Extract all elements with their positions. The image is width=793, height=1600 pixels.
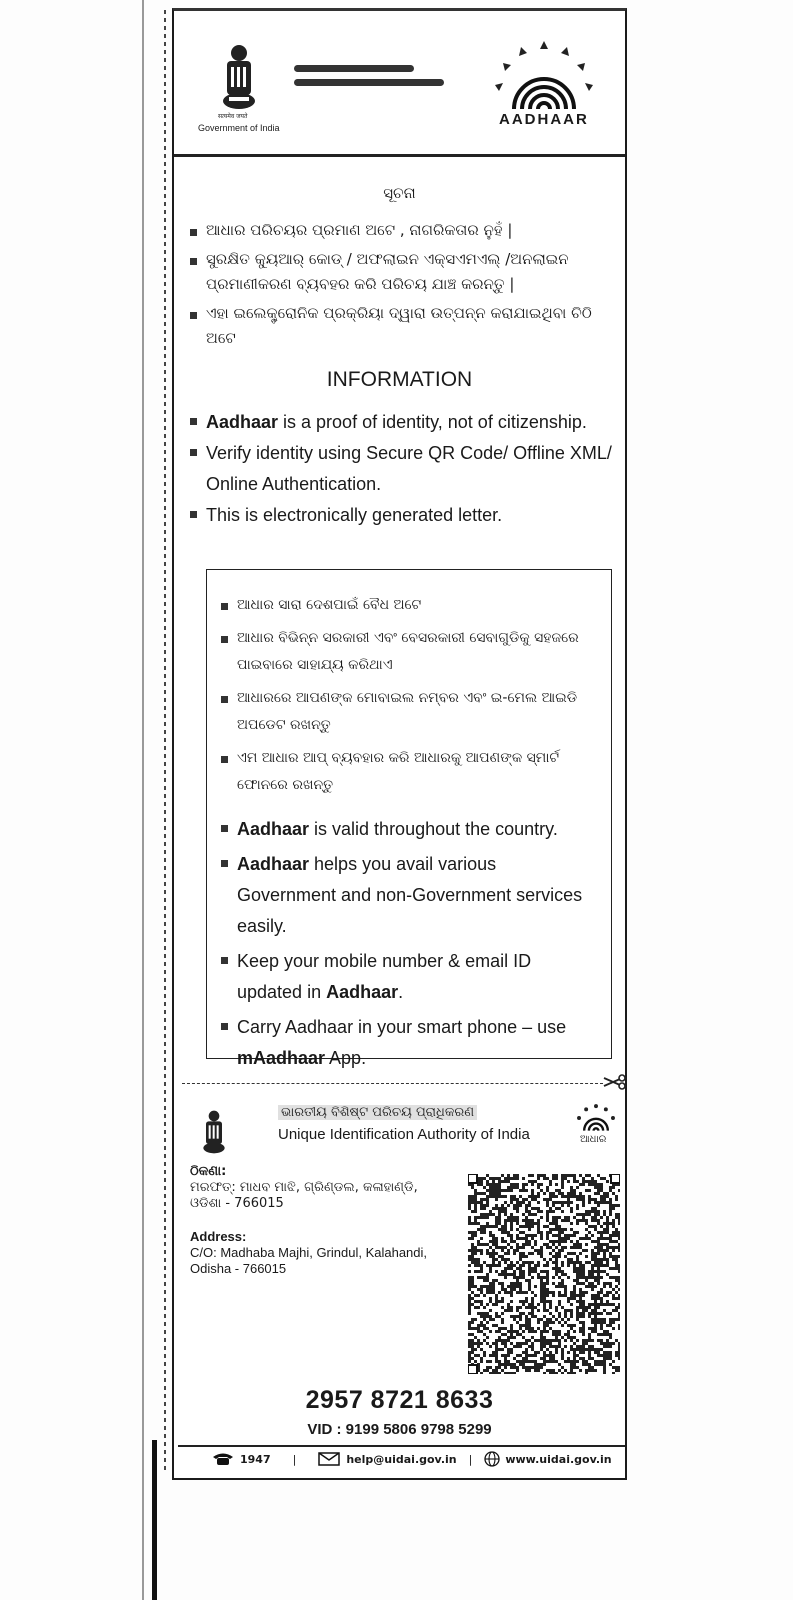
scan-edge-line bbox=[142, 0, 144, 1600]
bullet-icon bbox=[221, 756, 228, 763]
mail-icon bbox=[318, 1452, 340, 1466]
national-emblem-icon bbox=[219, 41, 259, 113]
scan-edge-line-dark bbox=[152, 1440, 157, 1600]
english-benefits-list bbox=[221, 814, 591, 1074]
vid-number: VID : 9199 5806 9798 5299 bbox=[307, 1421, 492, 1438]
qr-finder-pattern bbox=[468, 1365, 477, 1374]
separator: | bbox=[292, 1452, 297, 1466]
bullet-icon bbox=[221, 957, 228, 964]
separator: | bbox=[468, 1452, 473, 1466]
list-item bbox=[221, 745, 601, 799]
english-info-list bbox=[190, 407, 617, 531]
aadhaar-logo-label: ଆଧାର bbox=[580, 1134, 607, 1145]
info-text: is a proof of identity, not of citizenship. bbox=[278, 412, 587, 432]
list-item bbox=[190, 218, 605, 243]
list-item bbox=[221, 1012, 591, 1074]
bullet-icon bbox=[221, 696, 228, 703]
national-emblem-icon bbox=[200, 1108, 228, 1156]
list-item bbox=[221, 946, 591, 1008]
tricolor-stripe bbox=[294, 79, 444, 86]
footer-divider bbox=[178, 1445, 625, 1447]
bullet-icon bbox=[190, 449, 197, 456]
bullet-icon bbox=[221, 603, 228, 610]
benefit-text: Keep your mobile number & email ID updated in bbox=[237, 951, 532, 1002]
qr-finder-pattern bbox=[611, 1174, 620, 1183]
scissors-icon bbox=[602, 1074, 628, 1090]
address-line: Odisha - 766015 bbox=[190, 1261, 287, 1276]
aadhaar-benefits-box bbox=[206, 569, 612, 1068]
info-text: Verify identity using Secure QR Code/ Offline XML/ Online Authentication. bbox=[206, 443, 612, 494]
qr-modules bbox=[468, 1174, 620, 1374]
bullet-icon bbox=[190, 229, 197, 236]
bold-aadhaar: Aadhaar bbox=[326, 982, 399, 1002]
benefit-text: Carry Aadhaar in your smart phone – use bbox=[237, 1017, 567, 1037]
address-label: Address: bbox=[190, 1229, 247, 1244]
bullet-icon bbox=[221, 1023, 228, 1030]
uidai-name-odia: ଭାରତୀୟ ବିଶିଷ୍ଟ ପରିଚୟ ପ୍ରାଧିକରଣ bbox=[278, 1105, 477, 1120]
odia-benefits-list bbox=[221, 592, 601, 799]
info-text: This is electronically generated letter. bbox=[206, 505, 503, 525]
bullet-icon bbox=[190, 418, 197, 425]
bullet-icon bbox=[221, 860, 228, 867]
cut-line bbox=[182, 1083, 603, 1084]
benefit-text: ଆଧାରରେ ଆପଣଙ୍କ ମୋବାଇଲ ନମ୍ବର ଏବଂ ଇ-ମେଲ ଆଇଡି ଅପଡେଟ ରଖନ୍ତୁ bbox=[237, 690, 578, 733]
list-item bbox=[190, 438, 617, 500]
list-item bbox=[221, 592, 601, 619]
footer-contacts bbox=[212, 1451, 612, 1467]
list-item bbox=[190, 500, 617, 531]
address-english bbox=[190, 1229, 427, 1277]
list-item bbox=[221, 625, 601, 679]
secure-qr-code bbox=[468, 1174, 620, 1374]
odia-info-text: ସୁରକ୍ଷିତ କ୍ୟୁଆର୍ କୋଡ୍ / ଅଫଲାଇନ ଏକ୍ସଏମଏଲ୍ /ଅନଲାଇନ ପ୍ରମାଣୀକରଣ ବ୍ୟବହର କରି ପରିଚୟ ଯାଞ୍ଚ କରନ୍ତୁ | bbox=[206, 250, 569, 293]
globe-icon bbox=[484, 1451, 500, 1467]
bold-aadhaar: Aadhaar bbox=[237, 819, 310, 839]
bullet-icon bbox=[190, 312, 197, 319]
benefit-text: ଆଧାର ସାରା ଦେଶପାଇଁ ବୈଧ ଅଟେ bbox=[237, 597, 422, 613]
bold-aadhaar: Aadhaar bbox=[206, 412, 279, 432]
benefit-text: helps you avail various Government and non-Government services easily. bbox=[237, 854, 583, 936]
tricolor-stripe bbox=[294, 65, 414, 72]
aadhaar-letter bbox=[172, 8, 627, 1480]
list-item bbox=[190, 247, 605, 297]
bold-aadhaar: Aadhaar bbox=[237, 854, 310, 874]
benefit-text: is valid throughout the country. bbox=[309, 819, 558, 839]
odia-info-list bbox=[190, 218, 605, 351]
list-item bbox=[221, 849, 591, 942]
list-item bbox=[221, 685, 601, 739]
gov-label-hindi: सत्यमेव जयते bbox=[218, 113, 248, 120]
address-odia bbox=[190, 1164, 418, 1212]
bullet-icon bbox=[190, 511, 197, 518]
address-odia-label: ଠିକଣା: bbox=[190, 1164, 227, 1179]
list-item bbox=[221, 814, 591, 845]
bullet-icon bbox=[221, 825, 228, 832]
bullet-icon bbox=[190, 258, 197, 265]
bold-maadhaar: mAadhaar bbox=[237, 1048, 326, 1068]
header-divider bbox=[174, 154, 625, 157]
phone-icon bbox=[212, 1452, 234, 1466]
benefit-text: . bbox=[398, 982, 404, 1002]
website-link[interactable]: www.uidai.gov.in bbox=[505, 1452, 612, 1466]
odia-info-text: ଏହା ଇଲେକ୍ଟ୍ରୋନିକ ପ୍ରକ୍ରିୟା ଦ୍ୱାରା ଉତ୍ପନ୍ନ କରାଯାଇଥିବା ଚିଠି ଅଟେ bbox=[206, 304, 592, 347]
bullet-icon bbox=[221, 636, 228, 643]
scan-edge-dots bbox=[164, 10, 166, 1470]
aadhaar-number: 2957 8721 8633 bbox=[305, 1386, 494, 1414]
list-item bbox=[190, 301, 605, 351]
odia-info-text: ଆଧାର ପରିଚୟର ପ୍ରମାଣ ଅଟେ , ନାଗରିକତାର ନୁହଁ | bbox=[206, 221, 513, 239]
uidai-name-english: Unique Identification Authority of India bbox=[278, 1126, 530, 1143]
address-odia-line: ଓଡିଶା - 766015 bbox=[190, 1196, 284, 1211]
aadhaar-logo-text: AADHAAR bbox=[499, 111, 589, 128]
address-odia-line: ମରଫତ୍: ମାଧବ ମାଝି, ଗ୍ରିଣ୍ଡଲ, କଳାହାଣ୍ଡି, bbox=[190, 1180, 418, 1195]
gov-label: Government of India bbox=[198, 123, 280, 133]
benefit-text: ଏମ ଆଧାର ଆପ୍ ବ୍ୟବହାର କରି ଆଧାରକୁ ଆପଣଙ୍କ ସ୍ମାର୍ଟ ଫୋନରେ ରଖନ୍ତୁ bbox=[237, 750, 560, 793]
list-item bbox=[190, 407, 617, 438]
aadhaar-fingerprint-logo bbox=[574, 1103, 618, 1133]
helpline-number: 1947 bbox=[240, 1452, 271, 1466]
qr-finder-pattern bbox=[468, 1174, 477, 1183]
aadhaar-fingerprint-logo bbox=[489, 39, 599, 115]
odia-info-title: ସୂଚନା bbox=[383, 184, 416, 202]
info-title: INFORMATION bbox=[326, 368, 473, 391]
help-email-link[interactable]: help@uidai.gov.in bbox=[346, 1452, 457, 1466]
address-line: C/O: Madhaba Majhi, Grindul, Kalahandi, bbox=[190, 1245, 428, 1260]
benefit-text: App. bbox=[325, 1048, 367, 1068]
benefit-text: ଆଧାର ବିଭିନ୍ନ ସରକାରୀ ଏବଂ ବେସରକାରୀ ସେବାଗୁଡିକୁ ସହଜରେ ପାଇବାରେ ସାହାଯ୍ୟ କରିଥାଏ bbox=[237, 630, 579, 673]
